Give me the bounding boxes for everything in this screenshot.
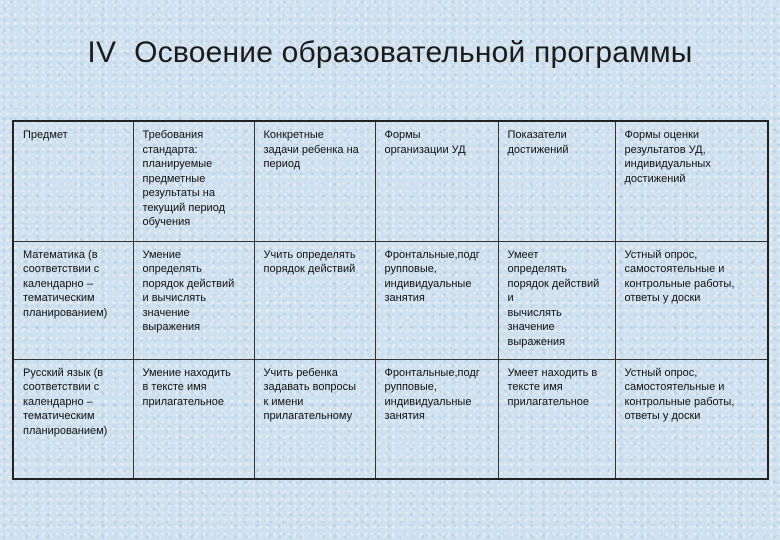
cell-text-line: контрольные работы, [624,277,735,290]
cell-text-line: Умение находить [142,366,231,379]
cell-text-line: выражения [507,335,566,348]
header-cell-assessment-forms [615,121,768,241]
cell-text-line: занятия [384,410,425,422]
curriculum-table [12,120,769,480]
cell-text-line: Устный опрос, [624,366,698,379]
cell-text-line: Формы [384,129,421,141]
cell-text-line: Требования [142,129,204,141]
cell-text-line: тематическим [23,410,95,422]
slide-title [0,36,780,70]
cell-text-line: индивидуальные [384,277,472,290]
cell-text-line: организации УД [384,143,466,156]
cell-text-line: достижений [624,172,686,185]
cell-text-line: прилагательное [142,395,225,408]
cell-text-line: период [263,158,301,170]
cell-text-line: в тексте имя [142,381,207,393]
cell-child-tasks [254,359,375,479]
cell-text-line: Показатели [507,129,567,141]
cell-text-line: Фронтальные,подг [384,366,480,379]
cell-text-line: индивидуальные [384,395,472,408]
cell-text-line: Фронтальные,подг [384,248,480,261]
cell-text-line: Формы оценки [624,129,700,141]
cell-text-line: задачи ребенка на [263,143,359,156]
header-cell-subject [13,121,133,241]
header-cell-child-tasks [254,121,375,241]
cell-text-line: Русский язык (в [23,366,104,379]
cell-text-line: текущий период [142,201,225,214]
cell-text-line: рупповые, [384,381,437,393]
cell-text-line: планированием) [23,306,108,319]
cell-text-line: вычислять [507,306,562,319]
cell-text-line: выражения [142,321,201,333]
cell-text-line: контрольные работы, [624,395,735,408]
cell-text-line: тематическим [23,292,95,304]
cell-text-line: предметные [142,172,206,185]
title-text: Освоение образовательной программы [134,36,693,69]
cell-activity-forms [375,241,498,359]
cell-assessment-forms [615,241,768,359]
cell-text-line: ответы у доски [624,292,701,304]
cell-text-line: Предмет [23,129,68,141]
table-row [13,359,768,479]
cell-assessment-forms [615,359,768,479]
cell-text-line: порядок действий [263,263,356,275]
cell-child-tasks [254,241,375,359]
cell-standard-requirements [133,359,254,479]
cell-text-line: достижений [507,143,569,156]
cell-text-line: самостоятельные и [624,381,725,393]
header-cell-achievement-indicators [498,121,615,241]
cell-text-line: прилагательное [507,395,590,408]
cell-text-line: порядок действий [142,277,235,290]
header-row [13,121,768,241]
cell-text-line: прилагательному [263,410,353,422]
cell-text-line: значение [507,321,555,333]
cell-standard-requirements [133,241,254,359]
cell-text-line: Умеет [507,248,539,261]
cell-text-line: индивидуальных [624,158,711,170]
cell-text-line: тексте имя [507,381,563,393]
cell-text-line: результатов УД, [624,143,706,156]
cell-text-line: определять [142,263,202,275]
cell-text-line: порядок действий [507,277,600,290]
cell-text-line: определять [507,263,567,275]
cell-text-line: задавать вопросы [263,381,357,393]
cell-text-line: календарно – [23,395,93,408]
cell-text-line: результаты на [142,187,215,199]
cell-subject [13,359,133,479]
cell-text-line: Учить ребенка [263,366,338,379]
cell-subject [13,241,133,359]
cell-text-line: Учить определять [263,248,356,261]
cell-text-line: стандарта: [142,143,198,156]
cell-text-line: планированием) [23,424,108,437]
header-cell-activity-forms [375,121,498,241]
cell-text-line: и [507,292,514,304]
cell-activity-forms [375,359,498,479]
cell-text-line: соответствии с [23,263,100,275]
cell-text-line: ответы у доски [624,410,701,422]
cell-text-line: и вычислять [142,292,206,304]
cell-text-line: занятия [384,292,425,304]
cell-text-line: соответствии с [23,381,100,393]
section-number: IV [87,36,117,69]
cell-text-line: самостоятельные и [624,263,725,275]
cell-text-line: Конкретные [263,129,324,141]
cell-text-line: Устный опрос, [624,248,698,261]
cell-achievement-indicators [498,359,615,479]
cell-text-line: значение [142,306,190,319]
table-row [13,241,768,359]
cell-achievement-indicators [498,241,615,359]
cell-text-line: календарно – [23,277,93,290]
table-body [13,121,768,479]
header-cell-standard-requirements [133,121,254,241]
cell-text-line: Математика (в [23,248,98,261]
cell-text-line: Умение [142,248,182,261]
cell-text-line: рупповые, [384,263,437,275]
cell-text-line: обучения [142,216,191,228]
cell-text-line: Умеет находить в [507,366,598,379]
cell-text-line: к имени [263,395,304,408]
cell-text-line: планируемые [142,158,213,170]
